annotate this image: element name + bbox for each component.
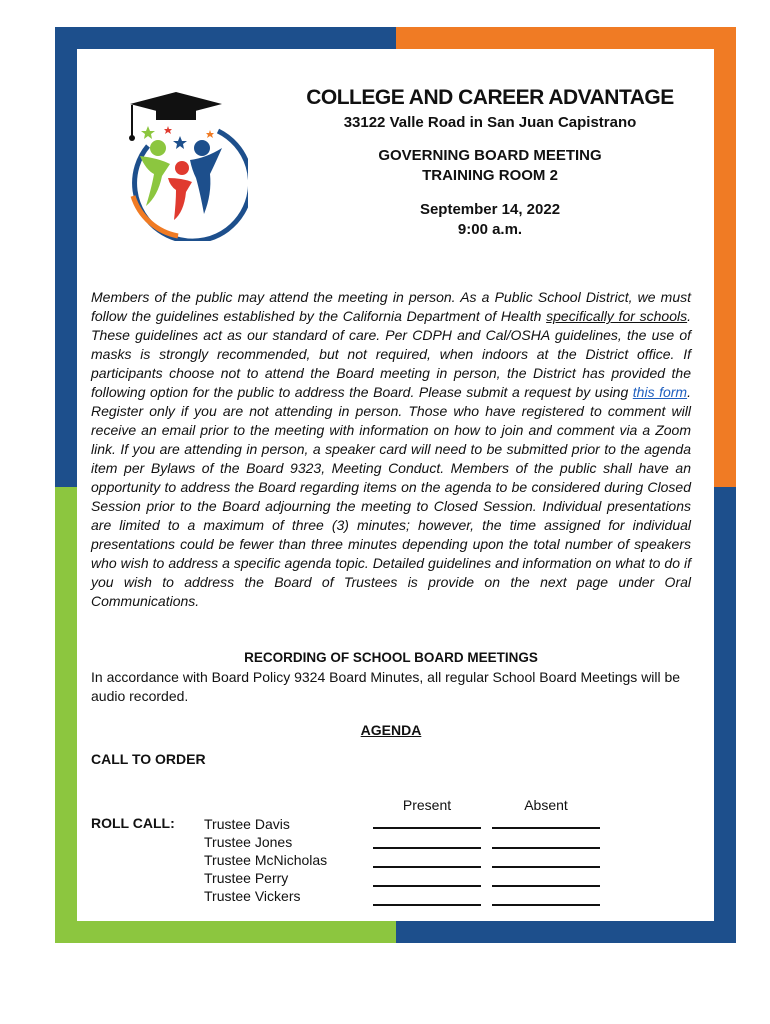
intro-text-1: Members of the public may attend the meeting in person. As a Public School District, we must follow the guidelines established by the California Department of Health bbox=[91, 289, 691, 324]
meeting-title-line1: GOVERNING BOARD MEETING bbox=[378, 147, 602, 164]
frame-bottom-blue bbox=[396, 921, 736, 943]
frame-right-orange bbox=[714, 27, 736, 487]
trustee-name: Trustee Vickers bbox=[204, 888, 301, 904]
absent-blank-line bbox=[492, 866, 600, 868]
roll-call-label: ROLL CALL: bbox=[91, 815, 175, 831]
present-blank-line bbox=[373, 866, 481, 868]
frame-left-blue bbox=[55, 27, 77, 487]
trustee-name: Trustee McNicholas bbox=[204, 852, 328, 868]
frame-left-green bbox=[55, 487, 77, 943]
absent-blank-line bbox=[492, 885, 600, 887]
present-blank-line bbox=[373, 885, 481, 887]
frame-top-blue bbox=[55, 27, 396, 49]
absent-blank-line bbox=[492, 827, 600, 829]
recording-text: In accordance with Board Policy 9324 Board Minutes, all regular School Board Meetings will be audio recorded. bbox=[91, 669, 681, 704]
frame-top-orange bbox=[396, 27, 736, 49]
specifically-for-schools-link[interactable]: specifically for schools bbox=[546, 308, 688, 324]
present-column-header: Present bbox=[402, 797, 452, 813]
address-line: 33122 Valle Road in San Juan Capistrano bbox=[343, 114, 637, 131]
meeting-room: TRAINING ROOM 2 bbox=[422, 167, 558, 184]
meeting-time: 9:00 a.m. bbox=[457, 221, 523, 238]
intro-text-2: . These guidelines act as our standard of care. Per CDPH and Cal/OSHA guidelines, the use of masks is strongly recommended, but not required, when indoors at the District office. If participants choose not to attend the Board meeting in person, the District has provided the following option for the public to address the Board. Please submit a request by using bbox=[91, 308, 691, 400]
present-blank-line bbox=[373, 904, 481, 906]
present-blank-line bbox=[373, 827, 481, 829]
agenda-heading: AGENDA bbox=[360, 722, 422, 738]
frame-bottom-green bbox=[55, 921, 396, 943]
trustee-name: Trustee Jones bbox=[204, 834, 293, 850]
school-logo bbox=[118, 86, 248, 241]
public-attendance-paragraph bbox=[91, 288, 691, 611]
organization-name: COLLEGE AND CAREER ADVANTAGE bbox=[306, 86, 674, 109]
absent-blank-line bbox=[492, 904, 600, 906]
trustee-name: Trustee Davis bbox=[204, 816, 290, 832]
absent-column-header: Absent bbox=[524, 797, 568, 813]
meeting-date: September 14, 2022 bbox=[419, 201, 561, 218]
trustee-name: Trustee Perry bbox=[204, 870, 289, 886]
meeting-title bbox=[270, 146, 710, 186]
absent-blank-line bbox=[492, 847, 600, 849]
recording-heading: RECORDING OF SCHOOL BOARD MEETINGS bbox=[244, 650, 538, 665]
trustee-list bbox=[204, 815, 327, 905]
present-blank-line bbox=[373, 847, 481, 849]
this-form-link[interactable]: this form bbox=[632, 384, 688, 400]
frame-right-blue bbox=[714, 487, 736, 943]
meeting-datetime bbox=[270, 200, 710, 240]
intro-text-3: . Register only if you are not attending in person. Those who have registered to comment will receive an email prior to the meeting with information on how to join and comment via a Zoom link. If you are attending in person, a speaker card will need to be submitted prior to the agenda item per Bylaws of the Board 9323, Meeting Conduct. Members of the public shall have an opportunity to address the Board regarding items on the agenda to be considered during Closed Session prior to the Board adjourning the meeting to Closed Session. Individual presentations are limited to a maximum of three (3) minutes; however, the time assigned for individual presentations could be fewer than three minutes depending upon the total number of speakers who wish to address a specific agenda topic. Detailed guidelines and information on what to do if you wish to address the Board of Trustees is provide on the next page under Oral Communications. bbox=[91, 384, 691, 609]
call-to-order: CALL TO ORDER bbox=[91, 751, 206, 767]
